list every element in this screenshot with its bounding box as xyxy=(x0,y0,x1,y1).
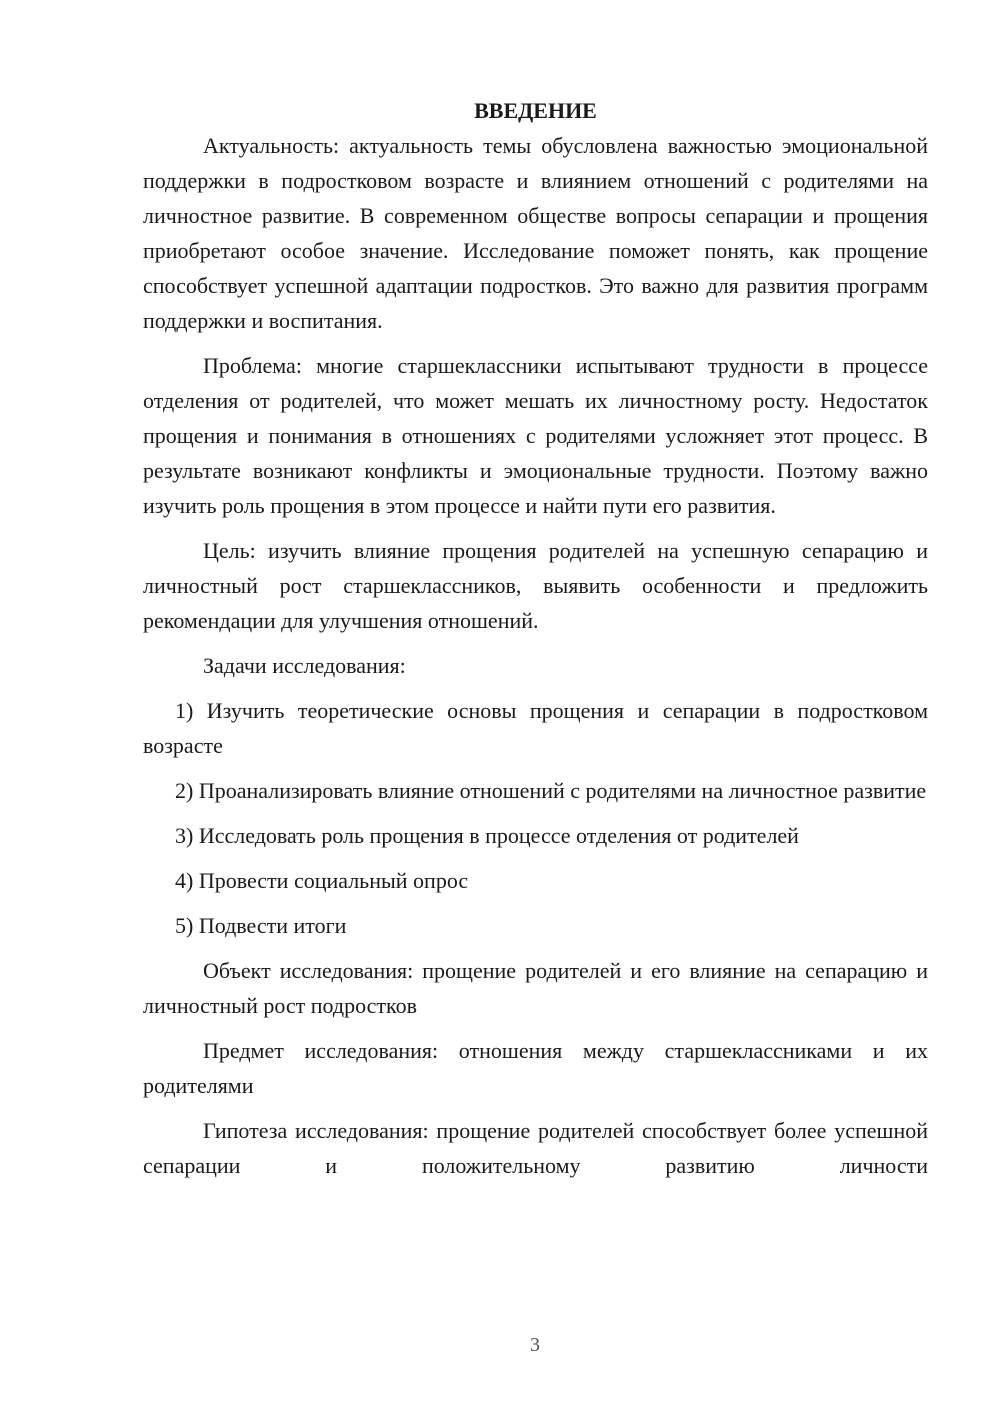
task-item-2: 2) Проанализировать влияние отношений с родителями на личностное развитие xyxy=(175,778,927,803)
page-number: 3 xyxy=(530,1334,540,1356)
task-item-4: 4) Провести социальный опрос xyxy=(175,868,469,893)
paragraph-subject: Предмет исследования: отношения между старшеклассниками и их родителями xyxy=(143,1038,928,1098)
task-item-3: 3) Исследовать роль прощения в процессе отделения от родителей xyxy=(175,823,799,848)
paragraph-tasks-intro: Задачи исследования: xyxy=(203,653,406,678)
section-heading: ВВЕДЕНИЕ xyxy=(474,98,597,123)
paragraph-object: Объект исследования: прощение родителей и его влияние на сепарацию и личностный рост подростков xyxy=(143,958,928,1018)
paragraph-goal: Цель: изучить влияние прощения родителей на успешную сепарацию и личностный рост старшеклассников, выявить особенности и предложить рекомендации для улучшения отношений. xyxy=(143,538,928,633)
paragraph-relevance: Актуальность: актуальность темы обусловлена важностью эмоциональной поддержки в подростковом возрасте и влиянием отношений с родителями на личностное развитие. В современном обществе вопросы сепарации и прощения приобретают особое значение. Исследование поможет понять, как прощение способствует успешной адаптации подростков. Это важно для развития программ поддержки и воспитания. xyxy=(143,133,928,333)
paragraph-problem: Проблема: многие старшеклассники испытывают трудности в процессе отделения от родителей, что может мешать их личностному росту. Недостаток прощения и понимания в отношениях с родителями усложняет этот процесс. В результате возникают конфликты и эмоциональные трудности. Поэтому важно изучить роль прощения в этом процессе и найти пути его развития. xyxy=(143,353,928,518)
task-item-1: 1) Изучить теоретические основы прощения и сепарации в подростковом возрасте xyxy=(143,698,928,758)
task-item-5: 5) Подвести итоги xyxy=(175,913,347,938)
page-content xyxy=(143,93,928,1193)
paragraph-hypothesis: Гипотеза исследования: прощение родителей способствует более успешной сепарации и положительному развитию личности xyxy=(143,1118,928,1178)
